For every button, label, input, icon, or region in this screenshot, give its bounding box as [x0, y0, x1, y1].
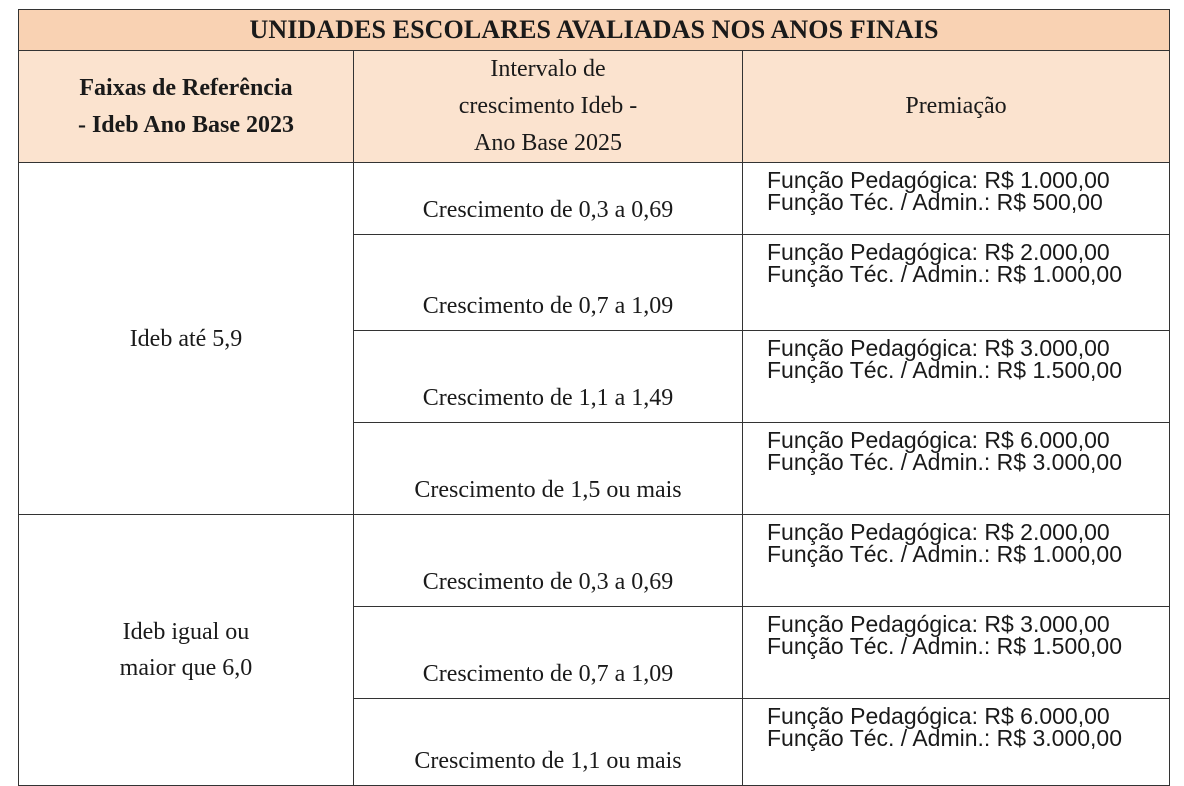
award-pedagogical: Função Pedagógica: R$ 1.000,00 — [767, 167, 1110, 193]
award-technical-admin: Função Téc. / Admin.: R$ 1.000,00 — [767, 541, 1123, 567]
award-cell — [743, 515, 1170, 607]
growth-range-cell: Crescimento de 1,1 ou mais — [354, 699, 743, 786]
table-row — [19, 515, 1170, 607]
award-pedagogical: Função Pedagógica: R$ 6.000,00 — [767, 427, 1110, 453]
award-technical-admin: Função Téc. / Admin.: R$ 1.500,00 — [767, 633, 1123, 659]
award-cell — [743, 607, 1170, 699]
band-label-line1: Ideb igual ou — [122, 619, 250, 645]
header-col2-line2: crescimento Ideb - — [458, 93, 638, 119]
table-row — [19, 163, 1170, 235]
award-cell — [743, 235, 1170, 331]
award-technical-admin: Função Téc. / Admin.: R$ 3.000,00 — [767, 725, 1123, 751]
award-pedagogical: Função Pedagógica: R$ 2.000,00 — [767, 519, 1110, 545]
header-reference-bands — [19, 51, 354, 163]
header-col1-line2: - Ideb Ano Base 2023 — [77, 111, 295, 138]
growth-range-cell: Crescimento de 0,3 a 0,69 — [354, 163, 743, 235]
header-award: Premiação — [743, 51, 1170, 163]
award-cell — [743, 699, 1170, 786]
award-technical-admin: Função Téc. / Admin.: R$ 500,00 — [767, 189, 1103, 215]
growth-range-cell: Crescimento de 1,1 a 1,49 — [354, 331, 743, 423]
band-ideb-ate-5-9: Ideb até 5,9 — [19, 163, 354, 515]
title-row — [19, 10, 1170, 51]
award-cell — [743, 163, 1170, 235]
header-col1-line1: Faixas de Referência — [79, 74, 293, 101]
band-label-line2: maior que 6,0 — [119, 655, 253, 681]
award-technical-admin: Função Téc. / Admin.: R$ 1.500,00 — [767, 357, 1123, 383]
growth-range-cell: Crescimento de 0,7 a 1,09 — [354, 235, 743, 331]
award-cell — [743, 423, 1170, 515]
award-pedagogical: Função Pedagógica: R$ 2.000,00 — [767, 239, 1110, 265]
growth-range-cell: Crescimento de 0,3 a 0,69 — [354, 515, 743, 607]
award-pedagogical: Função Pedagógica: R$ 6.000,00 — [767, 703, 1110, 729]
awards-table — [18, 9, 1170, 786]
award-pedagogical: Função Pedagógica: R$ 3.000,00 — [767, 611, 1110, 637]
header-col2-line1: Intervalo de — [490, 56, 606, 82]
award-technical-admin: Função Téc. / Admin.: R$ 3.000,00 — [767, 449, 1123, 475]
table-title: UNIDADES ESCOLARES AVALIADAS NOS ANOS FINAIS — [19, 10, 1170, 51]
header-col2-line3: Ano Base 2025 — [474, 130, 622, 156]
header-row — [19, 51, 1170, 163]
award-technical-admin: Função Téc. / Admin.: R$ 1.000,00 — [767, 261, 1123, 287]
growth-range-cell: Crescimento de 1,5 ou mais — [354, 423, 743, 515]
award-pedagogical: Função Pedagógica: R$ 3.000,00 — [767, 335, 1110, 361]
growth-range-cell: Crescimento de 0,7 a 1,09 — [354, 607, 743, 699]
award-cell — [743, 331, 1170, 423]
band-ideb-6-or-more — [19, 515, 354, 786]
header-growth-interval — [354, 51, 743, 163]
